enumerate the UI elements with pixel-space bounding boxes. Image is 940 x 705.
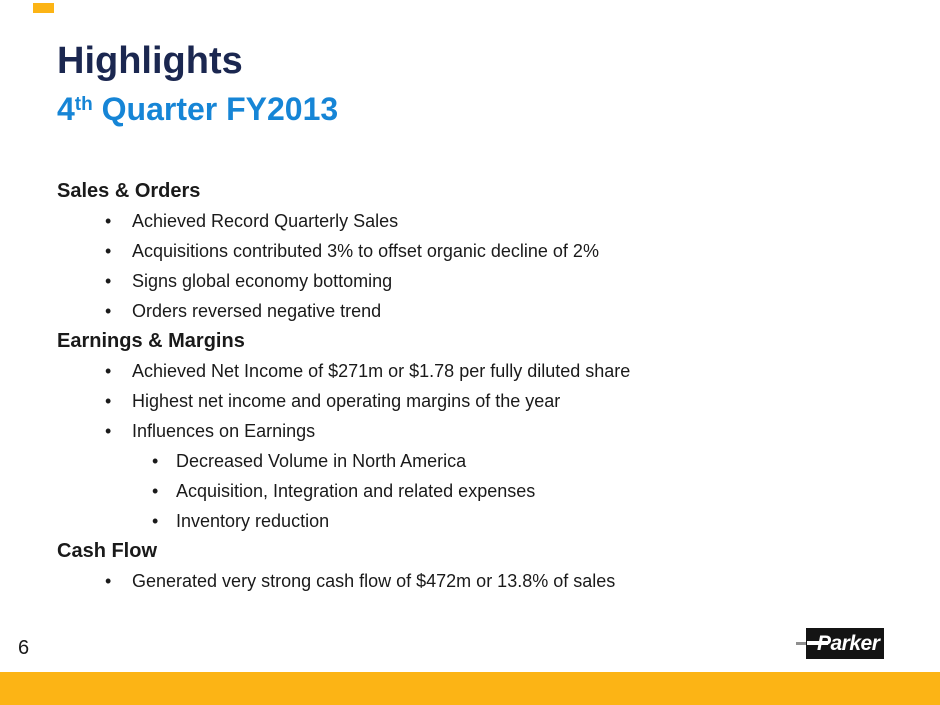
sub-bullet-item (57, 446, 887, 476)
bullet-text: Influences on Earnings (132, 421, 316, 441)
bullet-item (57, 236, 887, 266)
bullet-icon: • (105, 301, 112, 321)
parker-logo-box (806, 628, 884, 659)
bullet-text: Inventory reduction (176, 511, 330, 531)
subtitle-rest: Quarter FY2013 (92, 91, 339, 127)
bullet-icon: • (105, 271, 112, 291)
bottom-gold-bar (0, 672, 940, 705)
bullet-icon: • (105, 241, 112, 261)
slide-body (57, 176, 887, 596)
bullet-text: Acquisition, Integration and related expenses (176, 481, 536, 501)
subtitle-number: 4 (57, 91, 75, 127)
sub-bullet-item (57, 506, 887, 536)
section-heading: Cash Flow (57, 540, 158, 562)
parker-logo (796, 628, 886, 659)
bullet-icon: • (105, 421, 112, 441)
bullet-item (57, 356, 887, 386)
bullet-item (57, 566, 887, 596)
bullet-item (57, 296, 887, 326)
bullet-icon: • (152, 481, 159, 501)
bullet-text: Orders reversed negative trend (132, 301, 382, 321)
top-left-gold-accent (33, 3, 54, 13)
bullet-icon: • (152, 451, 159, 471)
bullet-icon: • (152, 511, 159, 531)
bullet-icon: • (105, 391, 112, 411)
bullet-text: Achieved Record Quarterly Sales (132, 211, 399, 231)
bullet-item (57, 206, 887, 236)
bullet-text: Generated very strong cash flow of $472m or 13.8% of sales (132, 571, 616, 591)
bullet-text: Signs global economy bottoming (132, 271, 393, 291)
slide-subtitle (57, 93, 338, 125)
bullet-item (57, 266, 887, 296)
section-heading: Earnings & Margins (57, 330, 245, 352)
slide-title: Highlights (57, 40, 243, 82)
page-number: 6 (18, 637, 30, 659)
subtitle-ordinal: th (74, 94, 93, 115)
bullet-text: Achieved Net Income of $271m or $1.78 per fully diluted share (132, 361, 631, 381)
bullet-item (57, 416, 887, 446)
bullet-icon: • (105, 571, 112, 591)
bullet-icon: • (105, 211, 112, 231)
section-heading: Sales & Orders (57, 180, 201, 202)
bullet-icon: • (105, 361, 112, 381)
bullet-text: Highest net income and operating margins of the year (132, 391, 561, 411)
sub-bullet-item (57, 476, 887, 506)
bullet-text: Decreased Volume in North America (176, 451, 467, 471)
bullet-item (57, 386, 887, 416)
parker-logo-text: Parker (817, 632, 880, 655)
bullet-text: Acquisitions contributed 3% to offset organic decline of 2% (132, 241, 599, 261)
